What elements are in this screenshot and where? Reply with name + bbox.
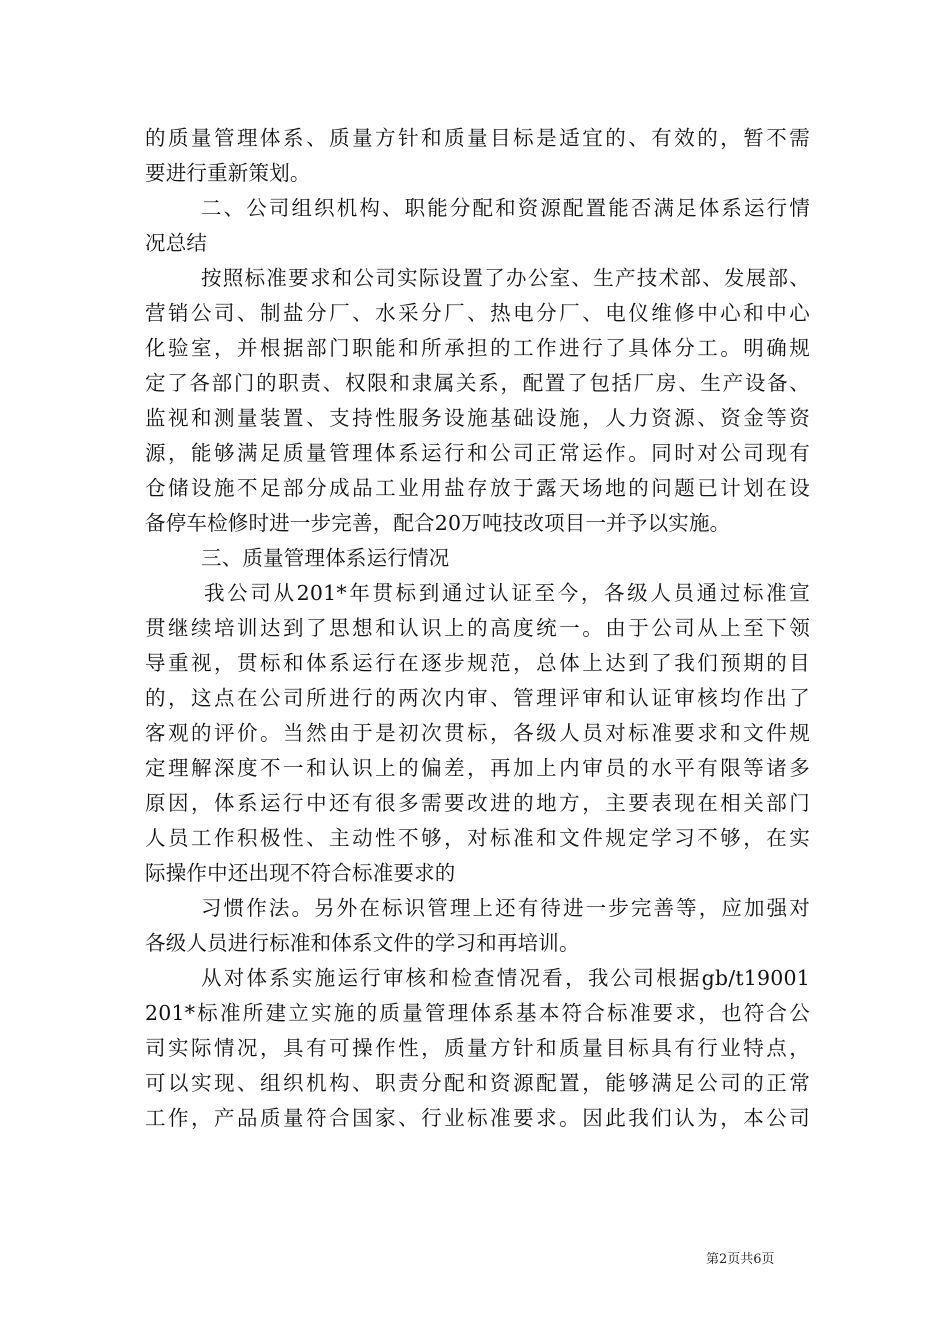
text-line: 人员工作积极性、主动性不够，对标准和文件规定学习不够，在实 [145,826,810,850]
text-line: 的质量管理体系、质量方针和质量目标是适宜的、有效的，暂不需 [145,126,810,150]
section-heading: 三、质量管理体系运行情况 [201,546,450,570]
text-line: 定了各部门的职责、权限和隶属关系，配置了包括厂房、生产设备、 [145,371,810,395]
text-line: 从对体系实施运行审核和检查情况看，我公司根据gb/t19001 [201,966,810,990]
section-heading-continued: 况总结 [145,231,208,255]
text-line: 工作，产品质量符合国家、行业标准要求。因此我们认为，本公司 [145,1106,810,1130]
text-line: 导重视，贯标和体系运行在逐步规范，总体上达到了我们预期的目 [145,651,810,675]
page-number: 第2页共6页 [706,1252,775,1267]
text-line: 司实际情况，具有可操作性，质量方针和质量目标具有行业特点， [145,1036,810,1060]
text-line: 定理解深度不一和认识上的偏差，再加上内审员的水平有限等诸多 [145,756,810,780]
text-line: 源，能够满足质量管理体系运行和公司正常运作。同时对公司现有 [145,441,810,465]
document-body [145,121,810,1136]
section-heading: 二、公司组织机构、职能分配和资源配置能否满足体系运行情 [201,196,810,220]
text-line: 际操作中还出现不符合标准要求的 [145,861,456,885]
text-line: 贯继续培训达到了思想和认识上的高度统一。由于公司从上至下领 [145,616,810,640]
text-line: 201*标准所建立实施的质量管理体系基本符合标准要求，也符合公 [145,1001,810,1025]
text-line: 营销公司、制盐分厂、水采分厂、热电分厂、电仪维修中心和中心 [145,301,810,325]
text-line: 原因，体系运行中还有很多需要改进的地方，主要表现在相关部门 [145,791,810,815]
text-line: 按照标准要求和公司实际设置了办公室、生产技术部、发展部、 [201,266,810,290]
text-line: 我公司从201*年贯标到通过认证至今，各级人员通过标准宣 [204,581,810,605]
text-line: 监视和测量装置、支持性服务设施基础设施，人力资源、资金等资 [145,406,810,430]
text-line: 要进行重新策划。 [145,161,311,185]
text-line: 客观的评价。当然由于是初次贯标，各级人员对标准要求和文件规 [145,721,810,745]
text-line: 各级人员进行标准和体系文件的学习和再培训。 [145,931,580,955]
text-line: 备停车检修时进一步完善，配合20万吨技改项目一并予以实施。 [145,511,731,535]
text-line: 可以实现、组织机构、职责分配和资源配置，能够满足公司的正常 [145,1071,810,1095]
text-line: 化验室，并根据部门职能和所承担的工作进行了具体分工。明确规 [145,336,810,360]
text-line: 仓储设施不足部分成品工业用盐存放于露天场地的问题已计划在设 [145,476,810,500]
text-line: 的，这点在公司所进行的两次内审、管理评审和认证审核均作出了 [145,686,810,710]
text-line: 习惯作法。另外在标识管理上还有待进一步完善等，应加强对 [201,896,810,920]
